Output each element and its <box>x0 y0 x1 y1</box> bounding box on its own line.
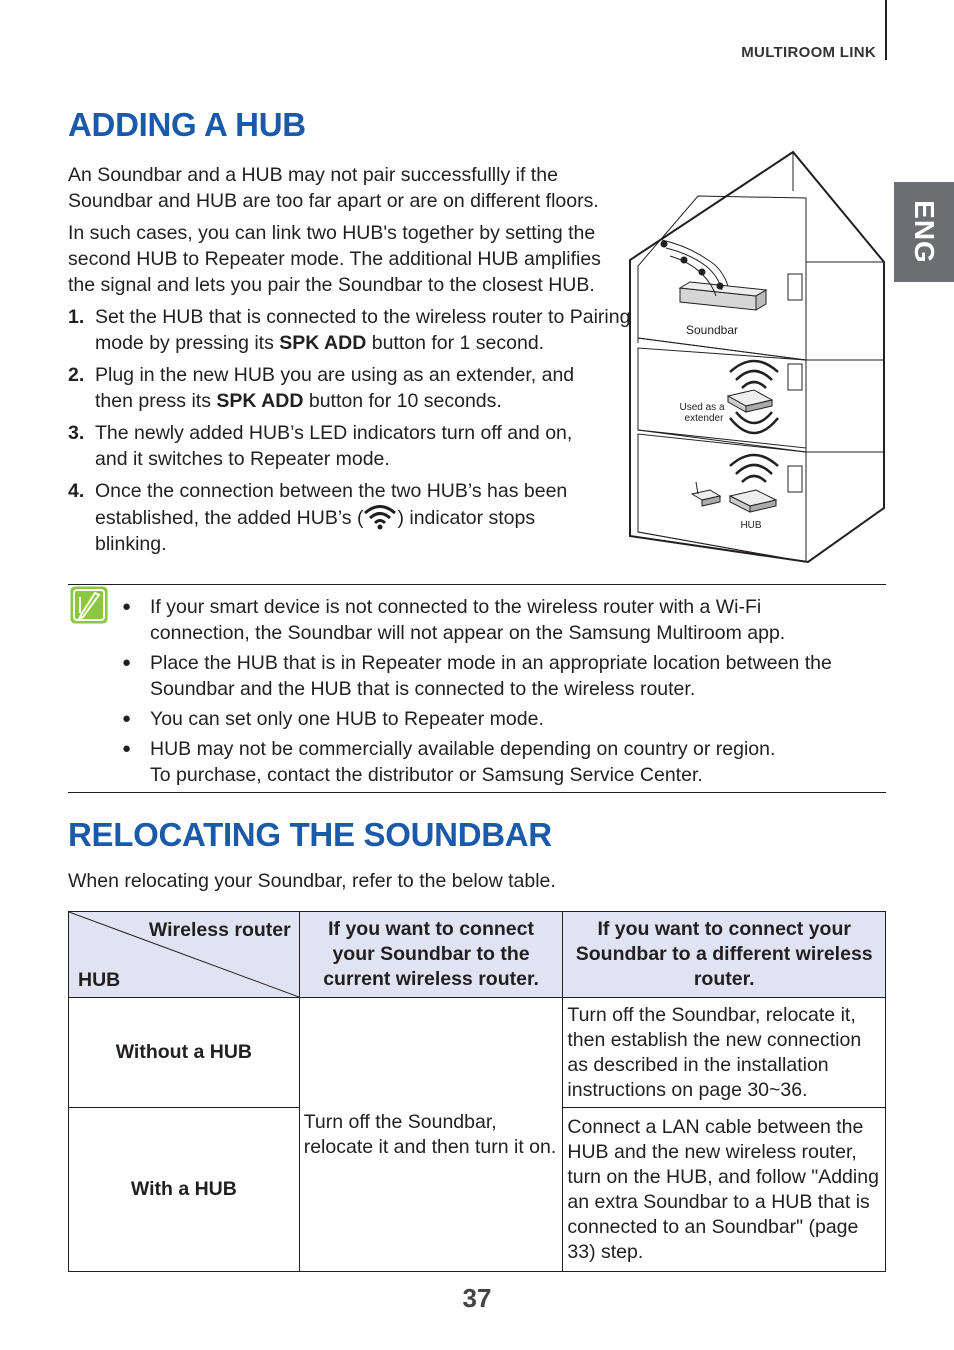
extender-label-1: Used as a <box>679 402 725 413</box>
step-number: 2. <box>68 364 85 386</box>
adding-hub-title: ADDING A HUB <box>68 106 306 143</box>
notes-bottom-rule <box>68 792 886 793</box>
step-number: 4. <box>68 480 85 502</box>
relocation-table <box>68 911 886 1272</box>
bullet: ● <box>122 598 132 615</box>
step-3 <box>68 420 638 472</box>
step-number: 1. <box>68 306 85 328</box>
note-item <box>122 706 862 732</box>
soundbar-label: Soundbar <box>685 323 739 337</box>
step-key: SPK ADD <box>279 332 367 354</box>
bullet: ● <box>122 654 132 671</box>
table-cell: Connect a LAN cable between the HUB and the new wireless router, turn on the HUB, and follow "Adding an extra Soundbar to a HUB that is connected to an Soundbar" (page 33) step. <box>563 1108 886 1272</box>
note-text: HUB may not be commercially available depending on country or region. <box>150 738 776 760</box>
col-header-current-router: If you want to connect your Soundbar to the current wireless router. <box>299 912 563 998</box>
step-text: Set the HUB that is connected to the wireless router to Pairing mode by pressing its <box>95 306 631 354</box>
house-illustration <box>628 148 886 568</box>
table-header-row <box>69 912 886 998</box>
table-corner-cell <box>69 912 300 998</box>
extender-label-2: extender <box>684 413 724 424</box>
step-number: 3. <box>68 422 85 444</box>
corner-bottom-label: HUB <box>78 969 121 991</box>
note-item <box>122 736 862 788</box>
bullet: ● <box>122 740 132 757</box>
note-text: To purchase, contact the distributor or Samsung Service Center. <box>150 764 703 786</box>
step-1 <box>68 304 638 356</box>
corner-top-label: Wireless router <box>148 919 291 941</box>
header-divider <box>885 0 887 60</box>
step-text: The newly added HUB’s LED indicators turn off and on, and it switches to Repeater mode. <box>95 422 573 470</box>
adding-hub-intro-1: An Soundbar and a HUB may not pair successfullly if the Soundbar and HUB are too far apart or are on different floors. <box>68 164 599 212</box>
table-cell-shared: Turn off the Soundbar, relocate it and then turn it on. <box>299 998 563 1272</box>
note-pencil-icon <box>69 585 109 625</box>
note-text: You can set only one HUB to Repeater mode. <box>150 708 544 730</box>
step-text: ) indicator stops blinking. <box>95 507 536 555</box>
step-2 <box>68 362 638 414</box>
wifi-icon <box>363 504 397 530</box>
relocating-intro: When relocating your Soundbar, refer to the below table. <box>68 870 556 892</box>
step-text: button for 10 seconds. <box>303 390 502 412</box>
adding-hub-intro-2: In such cases, you can link two HUB's together by setting the second HUB to Repeater mode. The additional HUB amplifies the signal and lets you pair the Soundbar to the closest HUB. <box>68 222 601 296</box>
language-tab <box>894 182 954 282</box>
col-header-different-router: If you want to connect your Soundbar to a different wireless router. <box>563 912 886 998</box>
row-label-without-hub: Without a HUB <box>69 998 300 1108</box>
page-number: 37 <box>462 1283 492 1313</box>
bullet: ● <box>122 710 132 727</box>
note-text: If your smart device is not connected to the wireless router with a Wi-Fi connection, the Soundbar will not appear on the Samsung Multiroom app. <box>150 596 786 644</box>
step-4 <box>68 478 638 557</box>
note-text: Place the HUB that is in Repeater mode in an appropriate location between the Soundbar and the HUB that is connected to the wireless router. <box>150 652 832 700</box>
relocating-title: RELOCATING THE SOUNDBAR <box>68 816 552 853</box>
hub-label: HUB <box>740 520 762 531</box>
table-row <box>69 998 886 1108</box>
language-label: ENG <box>909 200 940 264</box>
table-cell: Turn off the Soundbar, relocate it, then establish the new connection as described in the installation instructions on page 30~36. <box>563 998 886 1108</box>
note-item <box>122 594 862 646</box>
notes-top-rule <box>68 584 886 585</box>
note-item <box>122 650 862 702</box>
step-text: button for 1 second. <box>366 332 545 354</box>
step-text: Once the connection between the two HUB’s has been established, the added HUB’s ( <box>95 480 568 529</box>
section-label: MULTIROOM LINK <box>741 44 876 61</box>
row-label-with-hub: With a HUB <box>69 1108 300 1272</box>
step-key: SPK ADD <box>216 390 304 412</box>
step-text: Plug in the new HUB you are using as an extender, and then press its <box>95 364 575 412</box>
